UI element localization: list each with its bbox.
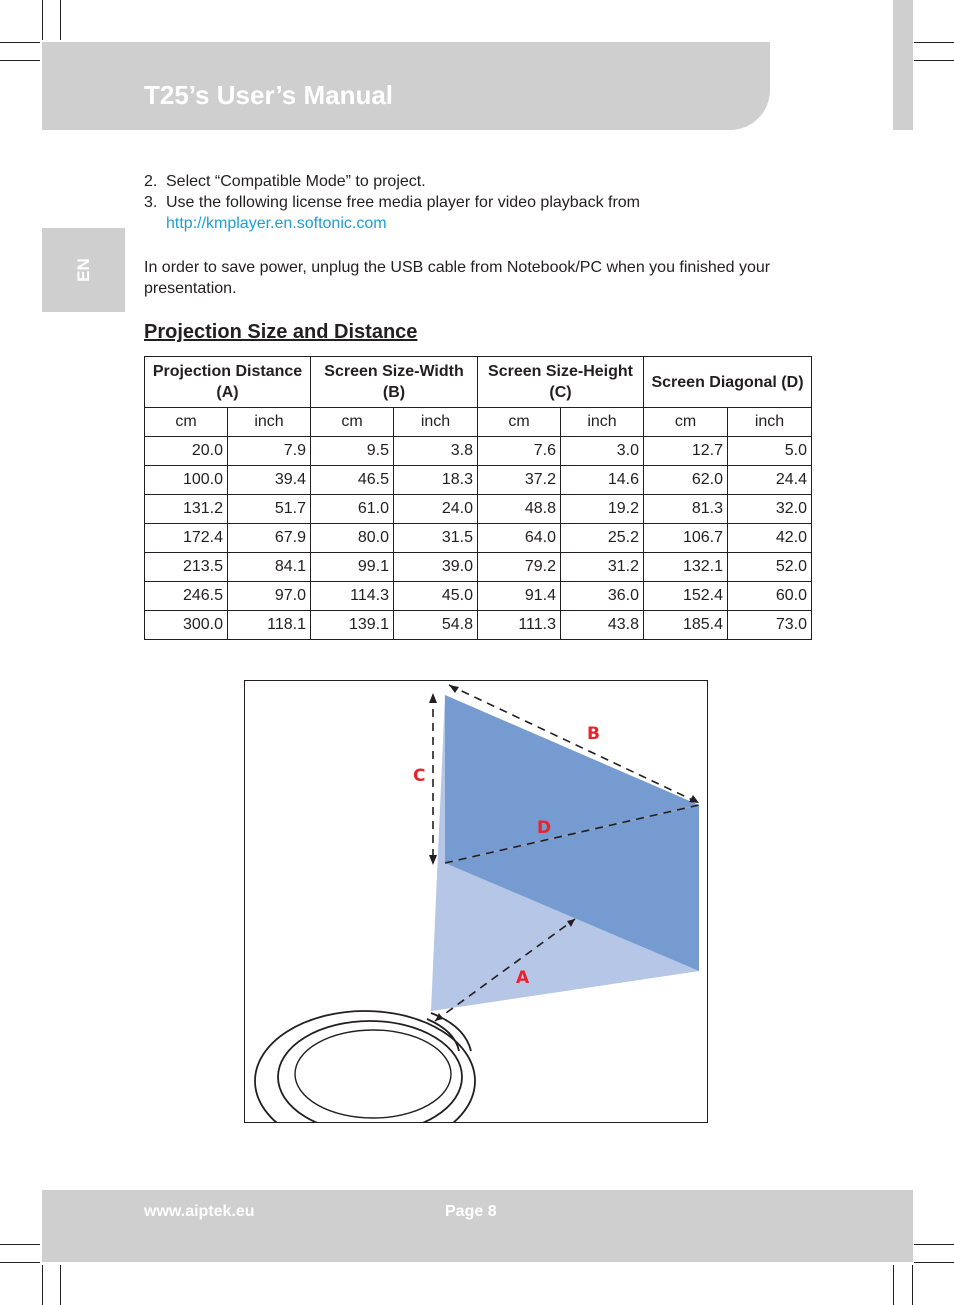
- table-cell: 9.5: [311, 437, 394, 466]
- unit-cell: inch: [228, 408, 311, 437]
- crop-mark: [60, 0, 61, 40]
- step-number: 2.: [144, 173, 158, 190]
- table-cell: 43.8: [561, 611, 644, 640]
- power-note: In order to save power, unplug the USB cable from Notebook/PC when you finished your presentation.: [144, 259, 771, 297]
- table-cell: 246.5: [145, 582, 228, 611]
- table-cell: 64.0: [478, 524, 561, 553]
- table-cell: 7.9: [228, 437, 311, 466]
- crop-mark: [914, 60, 954, 61]
- table-cell: 39.4: [228, 466, 311, 495]
- page-number: Page 8: [445, 1203, 497, 1220]
- header-strip: [893, 0, 913, 130]
- table-cell: 3.8: [394, 437, 478, 466]
- table-row: [145, 466, 812, 495]
- crop-mark: [914, 1244, 954, 1245]
- table-row: [145, 495, 812, 524]
- arrow-head: [429, 855, 437, 865]
- label-c: C: [413, 766, 426, 786]
- table-cell: 5.0: [728, 437, 812, 466]
- table-cell: 48.8: [478, 495, 561, 524]
- table-cell: 172.4: [145, 524, 228, 553]
- crop-mark: [42, 0, 43, 40]
- section-title: Projection Size and Distance: [144, 321, 418, 343]
- table-cell: 61.0: [311, 495, 394, 524]
- crop-mark: [42, 1265, 43, 1305]
- table-cell: 99.1: [311, 553, 394, 582]
- table-cell: 12.7: [644, 437, 728, 466]
- table-cell: 52.0: [728, 553, 812, 582]
- table-row: [145, 437, 812, 466]
- crop-mark: [0, 1262, 40, 1263]
- table-cell: 3.0: [561, 437, 644, 466]
- label-d: D: [537, 818, 552, 838]
- table-cell: 118.1: [228, 611, 311, 640]
- table-cell: 213.5: [145, 553, 228, 582]
- projector-device: [255, 1011, 475, 1123]
- projection-table: [144, 356, 812, 640]
- table-cell: 152.4: [644, 582, 728, 611]
- table-cell: 31.2: [561, 553, 644, 582]
- projection-diagram-svg: [245, 681, 708, 1123]
- table-cell: 36.0: [561, 582, 644, 611]
- table-cell: 97.0: [228, 582, 311, 611]
- steps-list: [144, 171, 824, 234]
- unit-cell: inch: [561, 408, 644, 437]
- table-cell: 73.0: [728, 611, 812, 640]
- table-cell: 62.0: [644, 466, 728, 495]
- table-cell: 132.1: [644, 553, 728, 582]
- crop-mark: [914, 42, 954, 43]
- table-cell: 7.6: [478, 437, 561, 466]
- table-cell: 45.0: [394, 582, 478, 611]
- table-cell: 31.5: [394, 524, 478, 553]
- step-text: Use the following license free media player for video playback from: [166, 194, 641, 211]
- table-cell: 91.4: [478, 582, 561, 611]
- table-cell: 79.2: [478, 553, 561, 582]
- table-cell: 51.7: [228, 495, 311, 524]
- table-row: [145, 553, 812, 582]
- table-cell: 42.0: [728, 524, 812, 553]
- unit-cell: inch: [728, 408, 812, 437]
- table-cell: 300.0: [145, 611, 228, 640]
- table-cell: 114.3: [311, 582, 394, 611]
- table-cell: 106.7: [644, 524, 728, 553]
- language-tab: [42, 228, 125, 312]
- footer-band: [42, 1190, 913, 1262]
- arrow-head: [429, 693, 437, 703]
- table-cell: 131.2: [145, 495, 228, 524]
- footer-url[interactable]: www.aiptek.eu: [144, 1203, 255, 1220]
- table-cell: 24.0: [394, 495, 478, 524]
- label-b: B: [587, 724, 600, 744]
- page-title: T25’s User’s Manual: [144, 80, 394, 110]
- projection-diagram: [244, 680, 708, 1123]
- table-cell: 67.9: [228, 524, 311, 553]
- crop-mark: [914, 1262, 954, 1263]
- table-cell: 24.4: [728, 466, 812, 495]
- table-cell: 18.3: [394, 466, 478, 495]
- table-row: [145, 582, 812, 611]
- list-item: [144, 171, 824, 192]
- language-label: EN: [73, 258, 93, 282]
- crop-mark: [0, 42, 40, 43]
- table-cell: 111.3: [478, 611, 561, 640]
- arrow-head: [449, 685, 459, 693]
- table-cell: 37.2: [478, 466, 561, 495]
- column-header: Screen Size-Width (B): [311, 357, 478, 408]
- kmplayer-link[interactable]: http://kmplayer.en.softonic.com: [166, 215, 387, 232]
- unit-cell: cm: [478, 408, 561, 437]
- list-item: [144, 192, 824, 234]
- table-cell: 32.0: [728, 495, 812, 524]
- table-row: [145, 611, 812, 640]
- table-cell: 54.8: [394, 611, 478, 640]
- crop-mark: [893, 1265, 894, 1305]
- table-cell: 100.0: [145, 466, 228, 495]
- table-header-row: [145, 357, 812, 408]
- table-cell: 39.0: [394, 553, 478, 582]
- step-text: Select “Compatible Mode” to project.: [166, 173, 426, 190]
- units-row: [145, 408, 812, 437]
- unit-cell: cm: [644, 408, 728, 437]
- crop-mark: [0, 1244, 40, 1245]
- table-cell: 81.3: [644, 495, 728, 524]
- column-header: Screen Diagonal (D): [644, 357, 812, 408]
- unit-cell: cm: [145, 408, 228, 437]
- table-cell: 19.2: [561, 495, 644, 524]
- table-cell: 20.0: [145, 437, 228, 466]
- table-cell: 46.5: [311, 466, 394, 495]
- table-cell: 25.2: [561, 524, 644, 553]
- step-number: 3.: [144, 194, 158, 211]
- crop-mark: [912, 1265, 913, 1305]
- table-cell: 84.1: [228, 553, 311, 582]
- unit-cell: inch: [394, 408, 478, 437]
- column-header: Projection Distance (A): [145, 357, 311, 408]
- table-cell: 14.6: [561, 466, 644, 495]
- unit-cell: cm: [311, 408, 394, 437]
- crop-mark: [0, 60, 40, 61]
- table-cell: 80.0: [311, 524, 394, 553]
- table-cell: 60.0: [728, 582, 812, 611]
- label-a: A: [516, 968, 530, 988]
- table-cell: 139.1: [311, 611, 394, 640]
- table-row: [145, 524, 812, 553]
- table-cell: 185.4: [644, 611, 728, 640]
- crop-mark: [60, 1265, 61, 1305]
- column-header: Screen Size-Height (C): [478, 357, 644, 408]
